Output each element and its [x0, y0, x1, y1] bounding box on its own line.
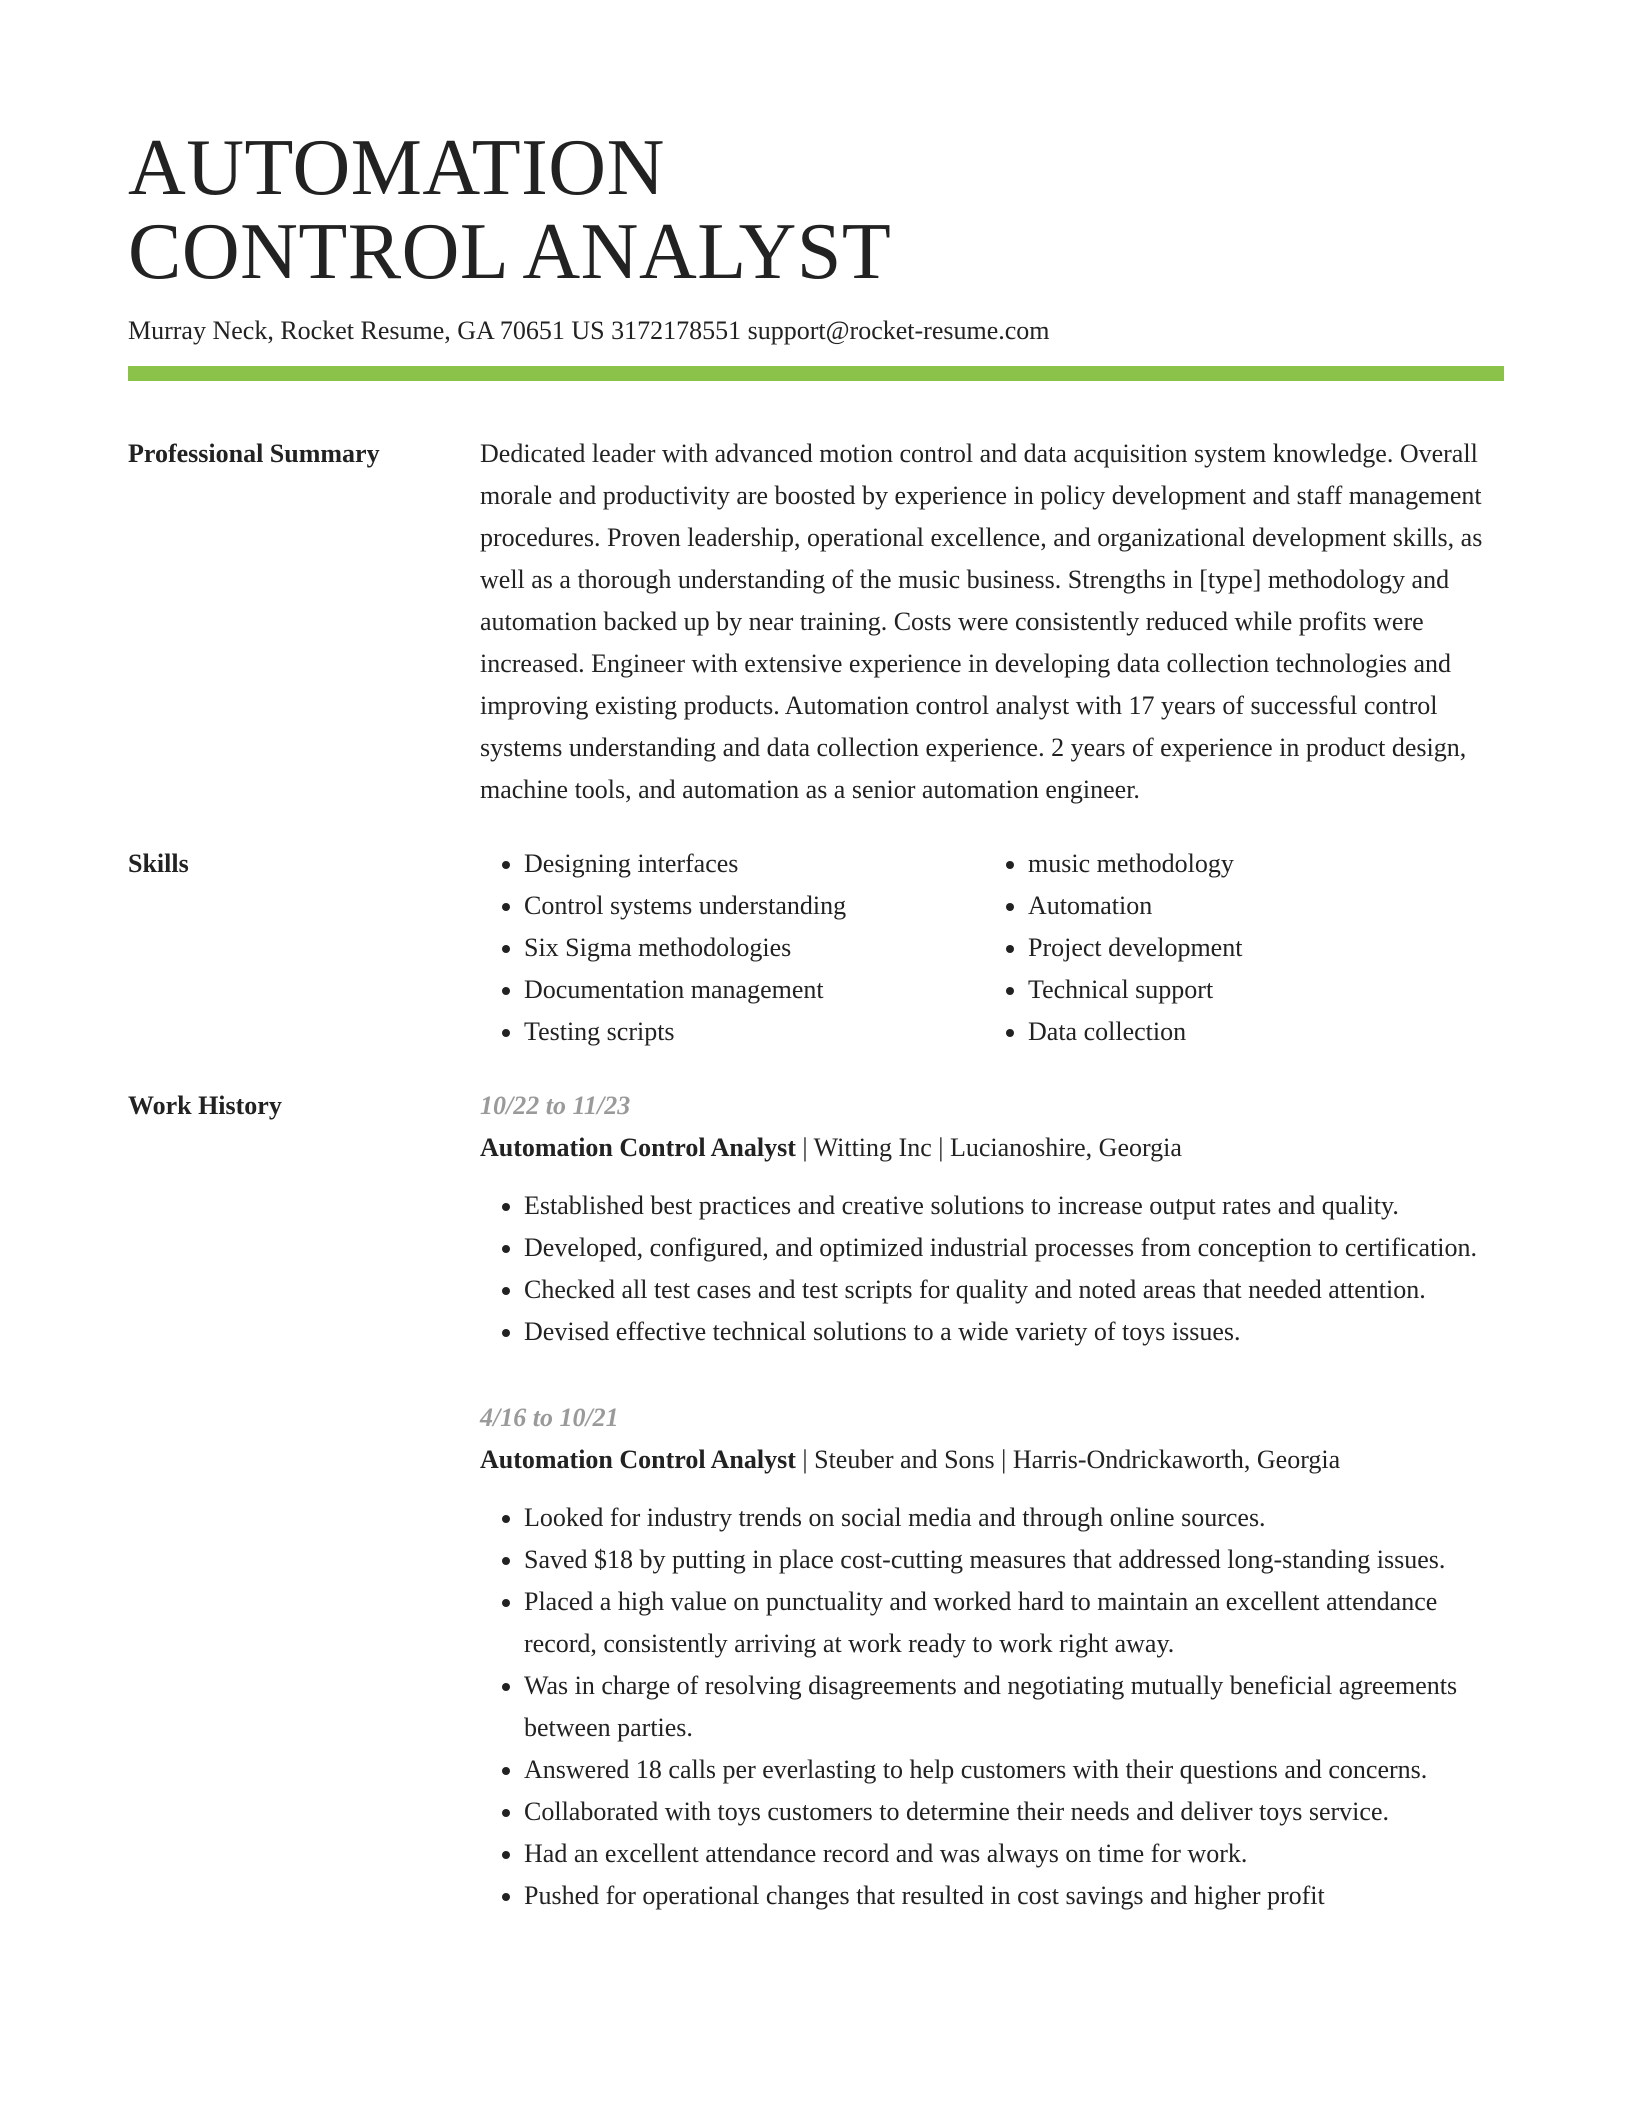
contact-line	[128, 314, 1504, 348]
skill-item: • Designing interfaces	[524, 843, 984, 885]
skill-item: • Testing scripts	[524, 1011, 984, 1053]
job-bullet: • Devised effective technical solutions to a wide variety of toys issues.	[524, 1311, 1504, 1353]
job-bullet: • Looked for industry trends on social media and through online sources.	[524, 1497, 1504, 1539]
summary-section	[128, 433, 1504, 811]
skill-item: • Technical support	[1028, 969, 1488, 1011]
job-bullets	[480, 1185, 1504, 1353]
job-company: | Steuber and Sons	[796, 1445, 995, 1474]
job-bullet: • Was in charge of resolving disagreements and negotiating mutually beneficial agreements between parties.	[524, 1665, 1504, 1749]
skill-item: • Control systems understanding	[524, 885, 984, 927]
skills-column-1	[480, 843, 984, 1053]
job-dates: 4/16 to 10/21	[480, 1403, 619, 1432]
skills-grid	[480, 843, 1504, 1053]
job-title: Automation Control Analyst	[480, 1133, 796, 1162]
skill-item: • Project development	[1028, 927, 1488, 969]
skills-column-2	[984, 843, 1488, 1053]
job-title-line	[480, 1439, 1504, 1481]
job-location: | Lucianoshire, Georgia	[932, 1133, 1182, 1162]
job-bullets	[480, 1497, 1504, 1917]
job-title-line	[480, 1127, 1504, 1169]
title-line-2: CONTROL ANALYST	[128, 208, 892, 296]
job-bullet: • Pushed for operational changes that resulted in cost savings and higher profit	[524, 1875, 1504, 1917]
job-dates: 10/22 to 11/23	[480, 1091, 631, 1120]
job-bullet: • Checked all test cases and test scripts for quality and noted areas that needed attention.	[524, 1269, 1504, 1311]
job-bullet: • Collaborated with toys customers to determine their needs and deliver toys service.	[524, 1791, 1504, 1833]
work-history-section	[128, 1085, 1504, 1917]
resume-title	[128, 126, 1504, 294]
job-bullet: • Answered 18 calls per everlasting to help customers with their questions and concerns.	[524, 1749, 1504, 1791]
skill-item: • Data collection	[1028, 1011, 1488, 1053]
summary-heading: Professional Summary	[128, 439, 380, 468]
job-bullet: • Had an excellent attendance record and was always on time for work.	[524, 1833, 1504, 1875]
skills-section	[128, 843, 1504, 1053]
skill-item: • music methodology	[1028, 843, 1488, 885]
skill-item: • Automation	[1028, 885, 1488, 927]
contact-address: Murray Neck, Rocket Resume, GA 70651 US	[128, 316, 605, 345]
contact-email: support@rocket-resume.com	[747, 316, 1050, 345]
skill-item: • Six Sigma methodologies	[524, 927, 984, 969]
contact-phone: 3172178551	[611, 316, 742, 345]
resume-page	[128, 0, 1504, 1917]
job-bullet: • Developed, configured, and optimized industrial processes from conception to certification.	[524, 1227, 1504, 1269]
job-entry	[480, 1085, 1504, 1353]
job-bullet: • Placed a high value on punctuality and worked hard to maintain an excellent attendance record, consistently arriving at work ready to work right away.	[524, 1581, 1504, 1665]
skills-heading: Skills	[128, 849, 189, 878]
accent-divider	[128, 366, 1504, 381]
skill-item: • Documentation management	[524, 969, 984, 1011]
job-location: | Harris-Ondrickaworth, Georgia	[995, 1445, 1341, 1474]
summary-text: Dedicated leader with advanced motion control and data acquisition system knowledge. Overall morale and productivity are boosted by experience in policy development and staff management procedures. Proven leadership, operational excellence, and organizational development skills, as well as a thorough understanding of the music business. Strengths in [type] methodology and automation backed up by near training. Costs were consistently reduced while profits were increased. Engineer with extensive experience in developing data collection technologies and improving existing products. Automation control analyst with 17 years of successful control systems understanding and data collection experience. 2 years of experience in product design, machine tools, and automation as a senior automation engineer.	[480, 439, 1483, 804]
work-history-heading: Work History	[128, 1091, 282, 1120]
job-entry	[480, 1397, 1504, 1917]
job-title: Automation Control Analyst	[480, 1445, 796, 1474]
job-bullet: • Established best practices and creative solutions to increase output rates and quality.	[524, 1185, 1504, 1227]
job-company: | Witting Inc	[796, 1133, 932, 1162]
title-line-1: AUTOMATION	[128, 124, 665, 212]
job-bullet: • Saved $18 by putting in place cost-cutting measures that addressed long-standing issues.	[524, 1539, 1504, 1581]
